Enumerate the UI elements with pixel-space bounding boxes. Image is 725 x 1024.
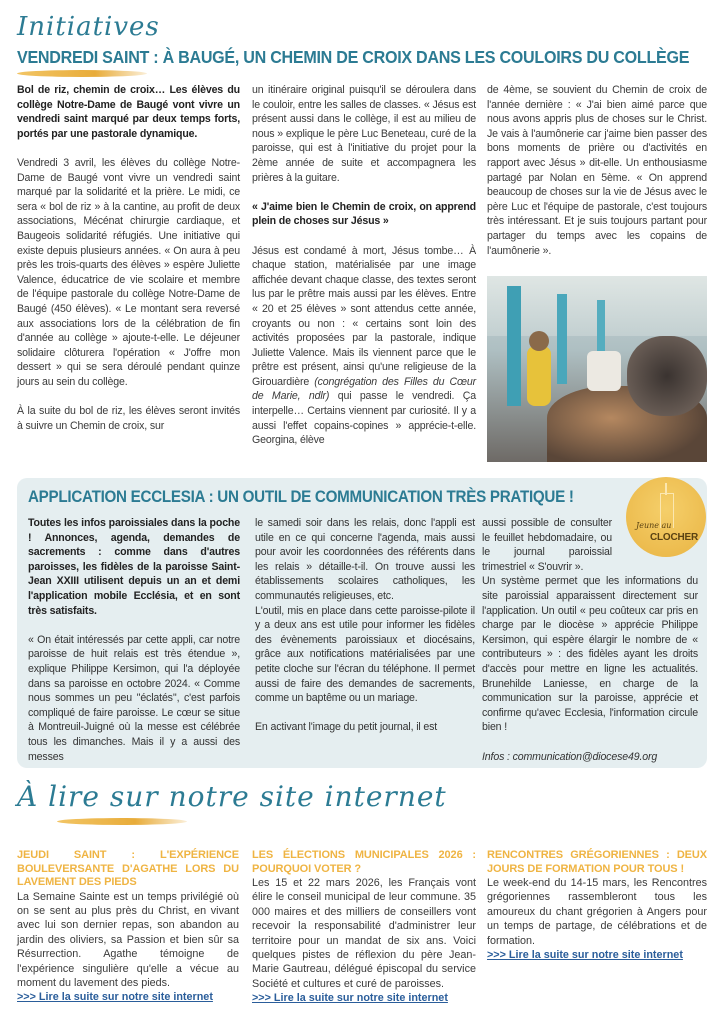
article-teaser <box>252 849 476 1006</box>
logo-script: Jeune au <box>636 521 672 530</box>
brush-underline <box>17 70 147 77</box>
teaser-body: La Semaine Sainte est un temps privilégié où on se sent au plus près du Christ, en vivant avec lui son dernier repas, son abandon au jardin des oliviers, sa Passion et bien sûr sa Résurrection. Agathe témoigne de l'expérience singulière qu'elle a vécue au moment du lavement des pieds. <box>17 890 239 989</box>
text: Jésus est condamé à mort, Jésus tombe… À chaque station, matérialisée par une image affichée devant chaque classe, des textes seront lus par le prêtre mais aussi par les élèves. Entre « 20 et 25 élèves » sont attendus cette année, croyants ou non : « certains sont loin des activités proposées par la pastorale, indique Juliette Valence. Mais ils viennent parce que le prêtre est présent, ainsi qu'une religieuse de la Girouardière <box>252 244 476 388</box>
box-column-1 <box>28 516 240 764</box>
teaser-title: JEUDI SAINT : L'EXPÉRIENCE BOULEVERSANTE D'AGATHE LORS DU LAVEMENT DES PIEDS <box>17 849 239 888</box>
section-kicker: Initiatives <box>17 12 160 42</box>
paragraph: Vendredi 3 avril, les élèves du collège Notre-Dame de Baugé vont vivre un vendredi saint marqué par la solidarité et la prière. Le midi, ce sera « bol de riz » à la cantine, au profit de deux associations, Mécénat chirurgie cardiaque, et Baugeois solidarité réfugiés. Une initiative qui existe depuis plusieurs années. « On aura à peu près les trois-quarts des élèves » espère Juliette Valence, éducatrice de vie scolaire et membre de l'équipe pastorale du collège Notre-Dame de Baugé (450 élèves). « Le montant sera reversé aux associations lors de la célébration de fin d'année au collège » ajoute-t-elle. Le déjeuner solidaire clôturera l'opération « J'offre mon dessert » qui se sera déroulé pendant quinze jours au sein du collège. <box>17 156 240 388</box>
infos-email[interactable]: Infos : communication@diocese49.org <box>482 750 658 763</box>
read-more-link[interactable]: >>> Lire la suite sur notre site internet <box>17 991 213 1004</box>
box-column-3 <box>482 516 698 764</box>
teaser-title: LES ÉLECTIONS MUNICIPALES 2026 : POURQUOI VOTER ? <box>252 849 476 875</box>
read-more-link[interactable]: >>> Lire la suite sur notre site internet <box>487 949 683 962</box>
italic-note: (congrégation des Filles du Cœur de Marie, ndlr) <box>252 375 476 403</box>
logo-text: CLOCHER <box>650 532 699 543</box>
paragraph: À la suite du bol de riz, les élèves seront invités à suivre un Chemin de croix, sur <box>17 405 240 432</box>
paragraph: « On était intéressés par cette appli, car notre paroisse de huit relais est très étendue », explique Philippe Kersimon, qui l'a déployée dans sa paroisse en octobre 2024. « Comme nous sommes un peu ''éclatés'', c'est parfois compliqué de faire paroisse. Le cœur se situe à Montreuil-Juigné où la messe est célébrée tous les dimanches. Mais il y a aussi des messes <box>28 633 240 763</box>
article-lead: Toutes les infos paroissiales dans la poche ! Annonces, agenda, demandes de sacrements : comme dans d'autres paroisses, les fidèles de la paroisse Saint-Jean XXIII utilisent depuis un an et demi l'application mobile Ecclésia, et en sont très satisfaits. <box>28 517 240 617</box>
article-title: VENDREDI SAINT : À BAUGÉ, UN CHEMIN DE CROIX DANS LES COULOIRS DU COLLÈGE <box>17 47 690 67</box>
read-more-link[interactable]: >>> Lire la suite sur notre site internet <box>252 992 448 1005</box>
teaser-body: Les 15 et 22 mars 2026, les Français vont élire le conseil municipal de leur commune. 35 000 maires et des milliers de conseillers vont recevoir la responsabilité d'administrer leur territoire pour un mandat de six ans. Voici quelques pistes de réflexion du père Jean-Marie Gautreau, délégué épiscopal du service Société et cultures et curé de paroisses. <box>252 877 476 990</box>
paragraph: aussi possible de consulter le feuillet hebdomadaire, ou le journal paroissial trimestriel « S'ouvrir ». <box>482 517 612 573</box>
students-corridor-photo <box>487 276 707 462</box>
paragraph: de 4ème, se souvient du Chemin de croix de l'année dernière : « J'ai bien aimé parce que nous avons appris plus de choses sur le Christ. Je vais à l'aumônerie car j'aime bien passer des bons moments de prière ou d'activités en rapport avec Jésus » dit-elle. Un enthousiasme partagé par Nolan en 5ème. « On apprend beaucoup de choses sur la vie de Jésus avec le père Luc et l'équipe de pastorale, c'est toujours très intéressant. Et je suis toujours partant pour partager du temps avec les copains de l'aumônerie ». <box>487 84 707 257</box>
paragraph: En activant l'image du petit journal, il est <box>255 721 438 734</box>
section-heading: À lire sur notre site internet <box>17 780 447 813</box>
article-column-3 <box>487 83 707 258</box>
teaser-title: RENCONTRES GRÉGORIENNES : DEUX JOURS DE FORMATION POUR TOUS ! <box>487 849 707 875</box>
teaser-body: Le week-end du 14-15 mars, les Rencontres grégoriennes rassembleront tous les amoureux du chant grégorien à Angers pour un temps de partage, de célébrations et de formation. <box>487 877 707 947</box>
article-title: APPLICATION ECCLESIA : UN OUTIL DE COMMUNICATION TRÈS PRATIQUE ! <box>28 488 574 506</box>
paragraph: L'outil, mis en place dans cette paroisse-pilote il y a deux ans est utile pour informer les fidèles des évènements paroissiaux et diocésains, grâce aux notifications matérialisées par une petite cloche sur l'écran du téléphone. Il permet aussi de faire des demandes de sacrements, comme un baptême ou un mariage. <box>255 604 475 705</box>
paragraph: un itinéraire original puisqu'il se déroulera dans le couloir, entre les salles de classes. « Jésus est présent aussi dans le collège, il est au milieu de nous » explique le père Luc Beneteau, curé de la paroisse, qui est à l'initiative du projet pour la 2ème année de suite et accompagnera les prières à la guitare. <box>252 84 476 184</box>
paragraph <box>252 244 476 448</box>
article-teaser <box>17 849 239 1005</box>
article-subhead: « J'aime bien le Chemin de croix, on apprend plein de choses sur Jésus » <box>252 200 476 228</box>
article-teaser <box>487 849 707 962</box>
paragraph: Un système permet que les informations du site paroissial apparaissent directement sur l'application. Un outil « peu coûteux car pris en charge par le diocèse » apprécie Philippe Kersimon, qui espère élargir le nombre de « contributeurs » : des fidèles ayant les droits d'accès pour mettre en ligne les actualités. Brunehilde Laniesse, en charge de la communication sur la paroisse, apprécie et confirme qu'avec Ecclesia, l'information circule bien ! <box>482 575 698 734</box>
box-column-2 <box>255 516 475 735</box>
article-column-1 <box>17 83 240 433</box>
paragraph: le samedi soir dans les relais, donc l'appli est utile en ce qui concerne l'agenda, mais aussi pour avoir les coordonnées des référents dans les relais » détaille-t-il. On trouve aussi les établissements scolaires catholiques, les communautés religieuses, etc. <box>255 517 475 602</box>
text: qui passe le vendredi. Ça interpelle… Certains viennent par curiosité. Il y a aussi l'effet copains-copines » apprécie-t-elle. Georgina, élève <box>252 390 477 447</box>
article-lead: Bol de riz, chemin de croix… Les élèves du collège Notre-Dame de Baugé vont vivre un vendredi saint marqué par deux temps forts, portés par une pastorale dynamique. <box>17 84 240 140</box>
brush-underline <box>57 818 187 825</box>
article-column-2 <box>252 83 476 448</box>
